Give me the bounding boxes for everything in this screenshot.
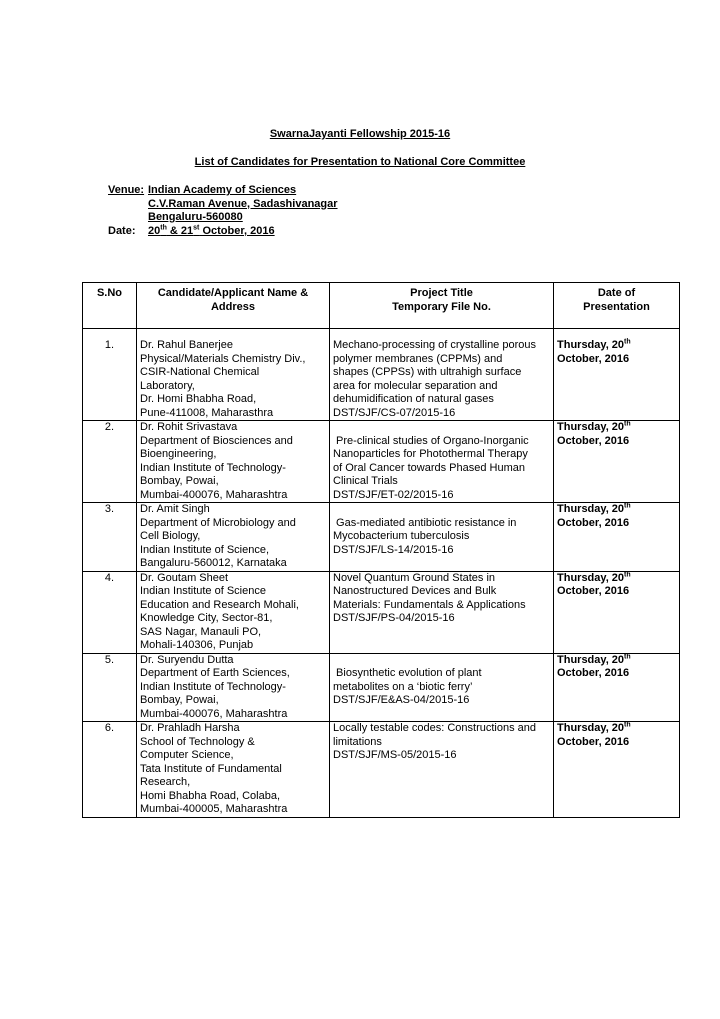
candidate-line: Mohali-140306, Punjab (140, 639, 254, 651)
row-project (330, 571, 554, 653)
candidate-line: Laboratory, (140, 379, 195, 392)
date-sup: th (624, 502, 631, 510)
project-line: Nanoparticles for Photothermal Therapy (333, 448, 528, 460)
candidate-line: SAS Nagar, Manauli PO, (140, 625, 262, 638)
candidate-line: Computer Science, (140, 749, 234, 761)
date-sup: th (624, 721, 631, 729)
row-candidate (137, 653, 330, 722)
row-sno: 2. (83, 421, 137, 503)
row-date (554, 421, 680, 503)
candidate-line: Mumbai-400076, Maharashtra (140, 707, 288, 720)
table-row (83, 329, 680, 421)
row-sno: 5. (83, 653, 137, 722)
row-project (330, 421, 554, 503)
date-month: October, 2016 (557, 352, 630, 365)
venue-line-2: C.V.Raman Avenue, Sadashivanagar (148, 197, 338, 210)
candidate-line: Dr. Homi Bhabha Road, (140, 393, 257, 405)
row-candidate (137, 571, 330, 653)
row-project (330, 722, 554, 818)
project-line: DST/SJF/LS-14/2015-16 (333, 543, 454, 556)
document-title: SwarnaJayanti Fellowship 2015-16 (269, 128, 451, 140)
row-project (330, 329, 554, 421)
venue-label: Venue: (108, 184, 145, 196)
date-mid: & 21 (166, 224, 194, 237)
project-line: DST/SJF/CS-07/2015-16 (333, 406, 456, 419)
date-text: Thursday, 20 (557, 339, 625, 351)
row-sno: 1. (83, 329, 137, 421)
date-rest: October, 2016 (199, 224, 275, 237)
date-sup: th (624, 338, 631, 346)
row-date (554, 329, 680, 421)
project-line: area for molecular separation and (333, 379, 498, 392)
date-month: October, 2016 (557, 516, 630, 529)
candidate-line: Knowledge City, Sector-81, (140, 612, 273, 624)
candidate-line: Department of Earth Sciences, (140, 667, 290, 679)
candidate-line: Physical/Materials Chemistry Div., (140, 352, 306, 365)
venue-block (108, 184, 338, 238)
col-project: Project Title Temporary File No. (330, 283, 554, 329)
project-line: metabolites on a ‘biotic ferry’ (333, 680, 473, 693)
project-line: DST/SJF/PS-04/2015-16 (333, 612, 455, 624)
candidate-line: School of Technology & (140, 735, 255, 748)
project-line: shapes (CPPSs) with ultrahigh surface (333, 366, 522, 378)
row-date (554, 503, 680, 572)
row-candidate (137, 329, 330, 421)
project-line: polymer membranes (CPPMs) and (333, 352, 503, 365)
row-candidate (137, 722, 330, 818)
candidate-line: Indian Institute of Science (140, 585, 266, 597)
row-sno: 3. (83, 503, 137, 572)
date-sup2: st (193, 223, 200, 231)
date-month: October, 2016 (557, 667, 630, 679)
date-sup: th (624, 420, 631, 428)
date-day1: 20 (148, 224, 161, 237)
table-row (83, 722, 680, 818)
project-line (333, 654, 550, 668)
date-sup1: th (160, 223, 167, 231)
date-label: Date: (108, 224, 136, 237)
candidate-line: Indian Institute of Science, (140, 543, 270, 556)
project-line: Mycobacterium tuberculosis (333, 530, 470, 542)
project-line: Biosynthetic evolution of plant (333, 667, 482, 679)
candidate-line: Dr. Prahladh Harsha (140, 722, 240, 734)
row-date (554, 653, 680, 722)
table-row (83, 421, 680, 503)
col-sno: S.No (83, 283, 137, 329)
date-text: Thursday, 20 (557, 421, 625, 433)
row-date (554, 571, 680, 653)
project-line: DST/SJF/ET-02/2015-16 (333, 488, 454, 501)
project-line (333, 421, 550, 435)
candidate-line: Homi Bhabha Road, Colaba, (140, 789, 281, 802)
project-line: Pre-clinical studies of Organo-Inorganic (333, 434, 529, 447)
project-line (333, 503, 550, 517)
project-line: Clinical Trials (333, 475, 398, 487)
table-row (83, 653, 680, 722)
date-sup: th (624, 652, 631, 660)
candidate-line: Department of Biosciences and (140, 434, 293, 447)
candidate-line: Indian Institute of Technology- (140, 461, 286, 474)
candidate-line: Bangaluru-560012, Karnataka (140, 557, 287, 569)
date-line (108, 225, 338, 239)
candidate-line: Dr. Rahul Banerjee (140, 339, 233, 351)
candidate-line: Dr. Suryendu Dutta (140, 653, 234, 666)
candidate-line: Pune-411008, Maharasthra (140, 406, 274, 419)
candidate-line: Indian Institute of Technology- (140, 680, 286, 693)
candidate-line: Dr. Rohit Srivastava (140, 421, 238, 433)
row-candidate (137, 503, 330, 572)
date-text: Thursday, 20 (557, 503, 625, 515)
project-line: DST/SJF/E&AS-04/2015-16 (333, 694, 470, 706)
date-text: Thursday, 20 (557, 571, 625, 584)
row-sno: 6. (83, 722, 137, 818)
candidate-line: CSIR-National Chemical (140, 366, 260, 378)
project-line: of Oral Cancer towards Phased Human (333, 461, 525, 474)
date-month: October, 2016 (557, 434, 630, 447)
project-line: Locally testable codes: Constructions and (333, 722, 537, 734)
date-sup: th (624, 570, 631, 578)
venue-line-1: Indian Academy of Sciences (148, 184, 297, 196)
date-text: Thursday, 20 (557, 653, 625, 666)
candidate-line: Mumbai-400076, Maharashtra (140, 488, 288, 501)
row-candidate (137, 421, 330, 503)
document-subtitle: List of Candidates for Presentation to National Core Committee (194, 156, 526, 168)
candidate-line: Research, (140, 776, 191, 788)
col-date: Date of Presentation (554, 283, 680, 329)
venue-line-3: Bengaluru-560080 (148, 211, 243, 223)
candidate-line: Department of Microbiology and (140, 516, 296, 529)
project-line: dehumidification of natural gases (333, 393, 494, 405)
date-month: October, 2016 (557, 735, 630, 748)
table-row (83, 571, 680, 653)
project-line: limitations (333, 735, 382, 748)
candidate-line: Bombay, Powai, (140, 694, 219, 706)
candidate-line: Education and Research Mohali, (140, 598, 299, 611)
project-line: Nanostructured Devices and Bulk (333, 585, 497, 597)
project-line: Materials: Fundamentals & Applications (333, 598, 526, 611)
candidate-line: Dr. Goutam Sheet (140, 571, 229, 584)
candidates-table (82, 282, 680, 818)
row-project (330, 653, 554, 722)
date-month: October, 2016 (557, 585, 630, 597)
row-date (554, 722, 680, 818)
project-line: DST/SJF/MS-05/2015-16 (333, 749, 457, 761)
project-line: Gas-mediated antibiotic resistance in (333, 516, 517, 529)
table-row (83, 503, 680, 572)
candidate-line: Bombay, Powai, (140, 475, 219, 487)
project-line: Novel Quantum Ground States in (333, 571, 496, 584)
row-sno: 4. (83, 571, 137, 653)
candidate-line: Cell Biology, (140, 530, 201, 542)
row-project (330, 503, 554, 572)
candidate-line: Tata Institute of Fundamental (140, 762, 282, 775)
candidate-line: Dr. Amit Singh (140, 503, 210, 515)
candidate-line: Bioengineering, (140, 448, 217, 460)
candidate-line: Mumbai-400005, Maharashtra (140, 803, 288, 815)
date-text: Thursday, 20 (557, 722, 625, 734)
project-line: Mechano-processing of crystalline porous (333, 339, 536, 351)
col-candidate: Candidate/Applicant Name & Address (137, 283, 330, 329)
table-header-row (83, 283, 680, 329)
